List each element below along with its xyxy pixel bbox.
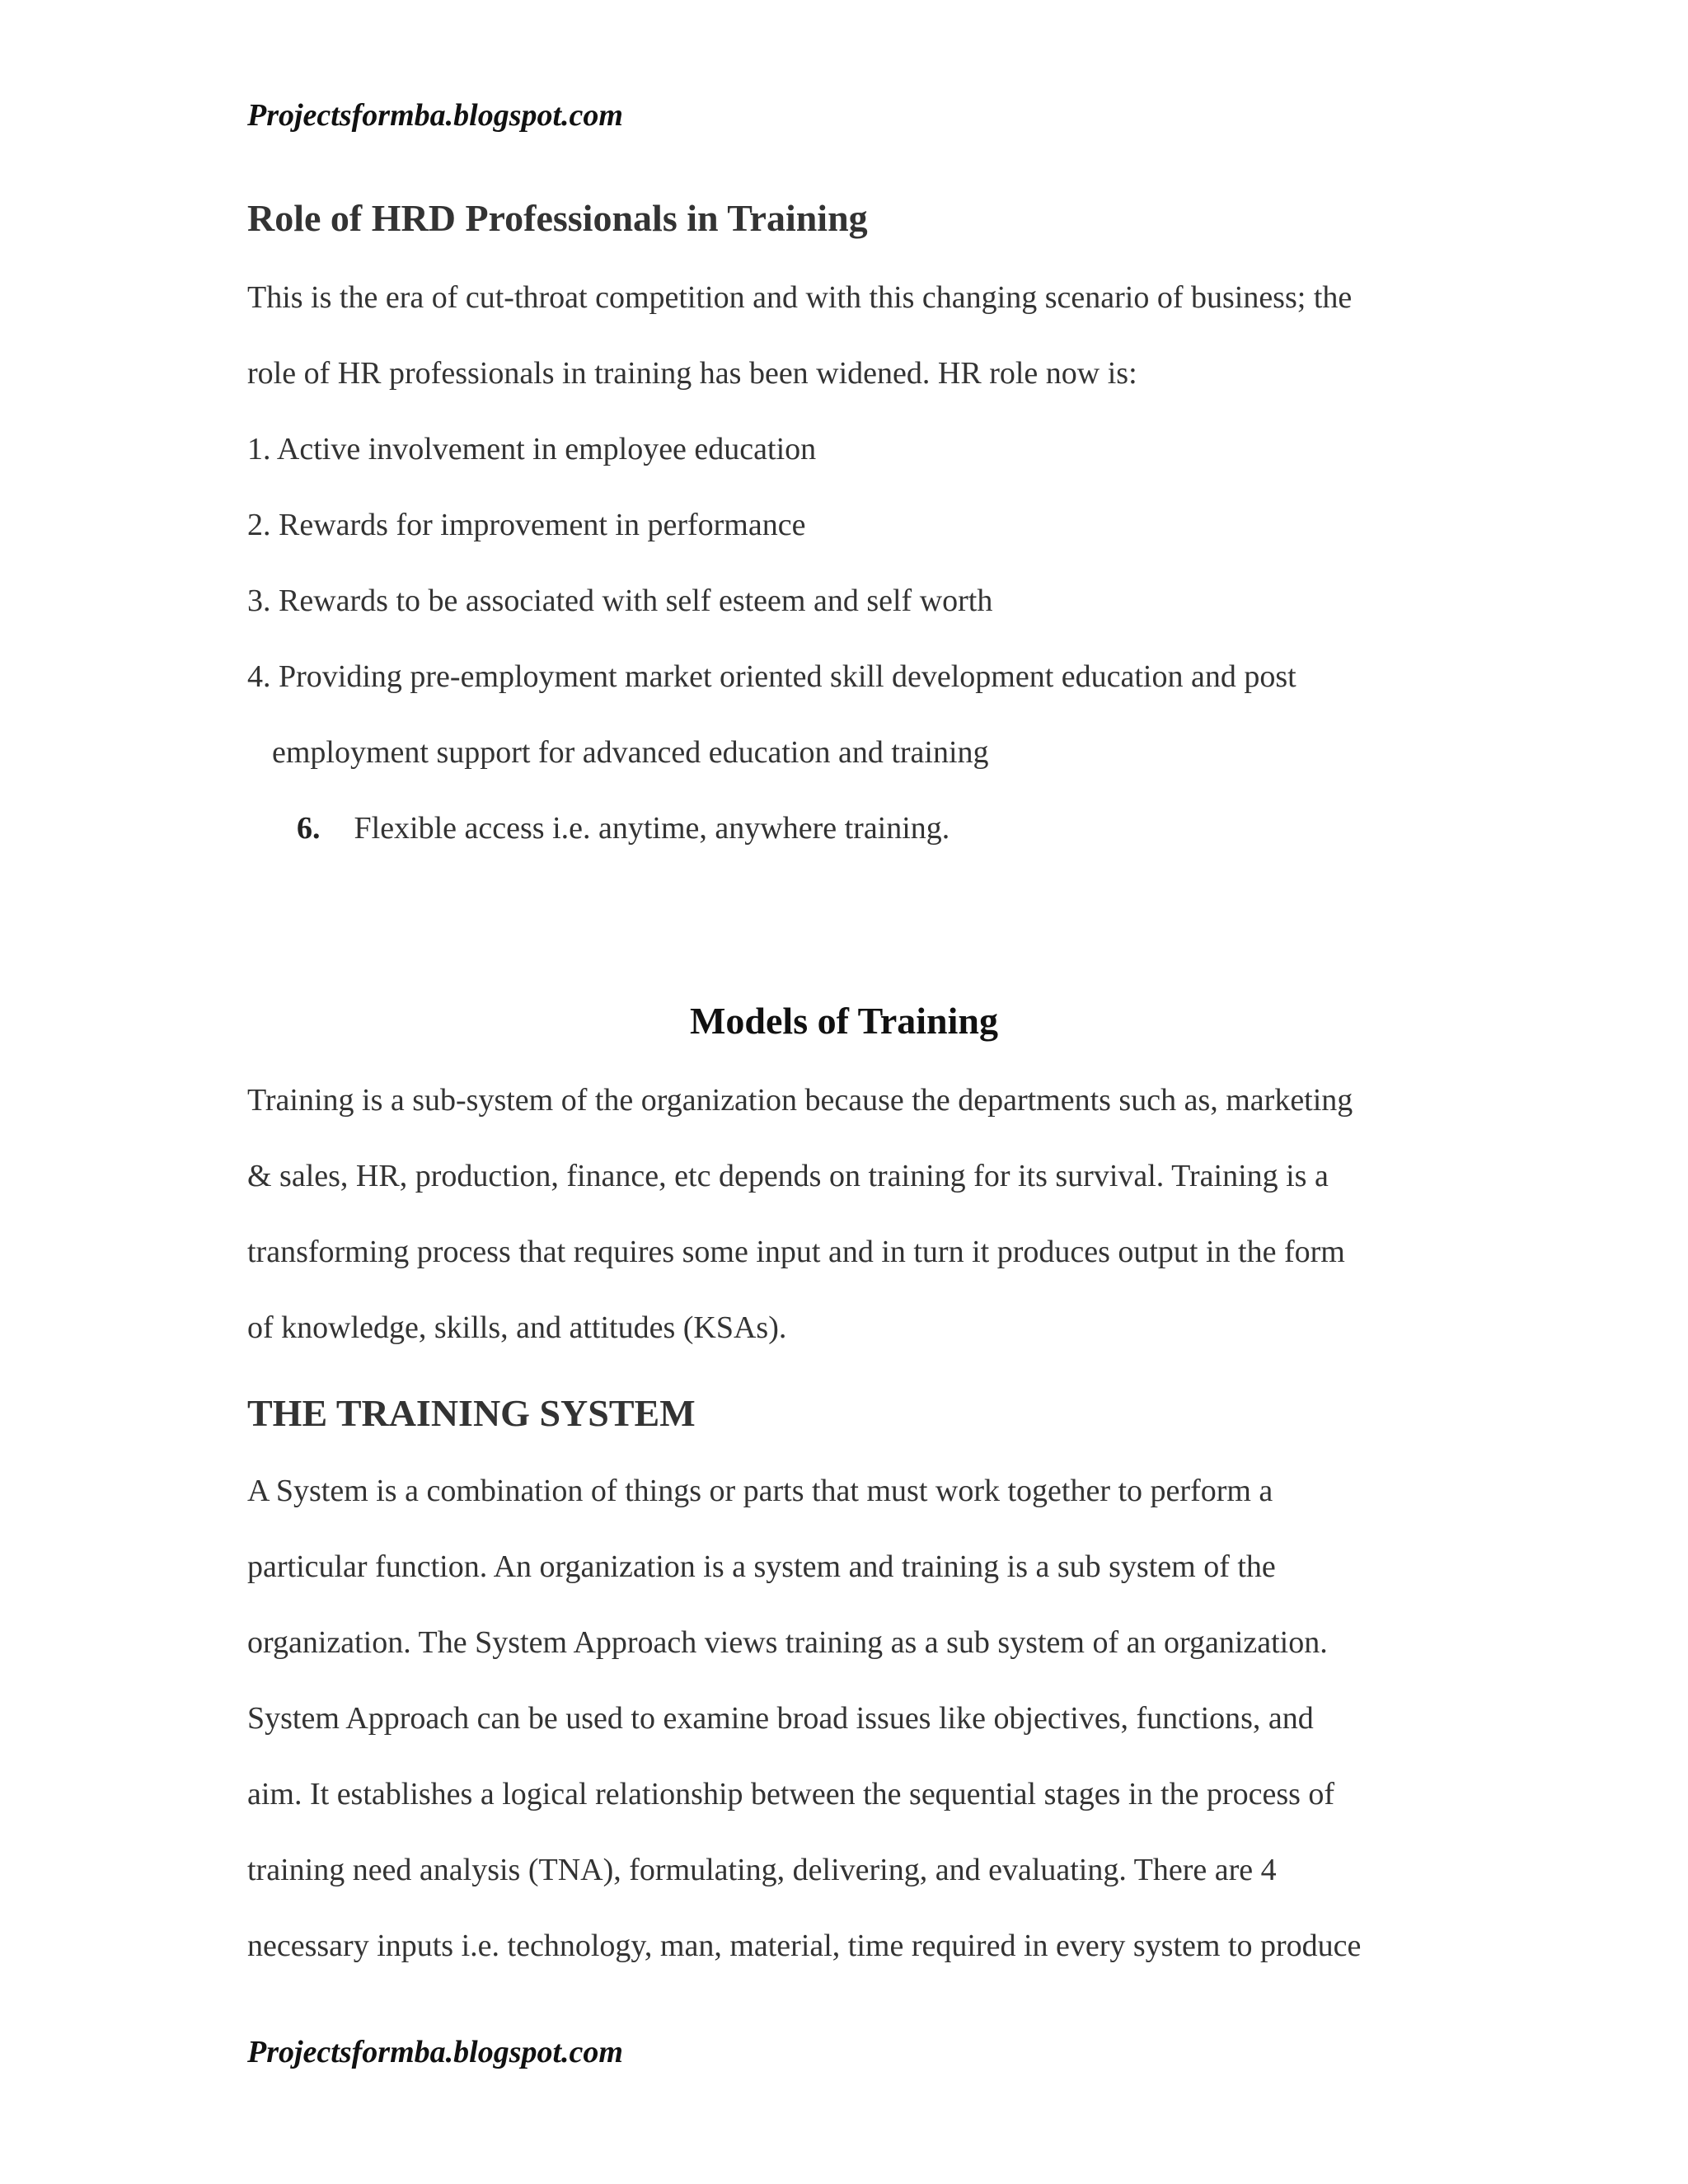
- paragraph-line: System Approach can be used to examine broad issues like objectives, functions, and: [247, 1701, 1314, 1736]
- paragraph-line: role of HR professionals in training has been widened. HR role now is:: [247, 356, 1137, 391]
- paragraph-line: transforming process that requires some input and in turn it produces output in the form: [247, 1235, 1345, 1269]
- list-item-6: [297, 809, 950, 847]
- page-footer: Projectsformba.blogspot.com: [247, 2035, 623, 2069]
- list-item-text: Flexible access i.e. anytime, anywhere training.: [354, 811, 950, 846]
- paragraph-line: This is the era of cut-throat competition and with this changing scenario of business; the: [247, 280, 1353, 315]
- paragraph-line: & sales, HR, production, finance, etc depends on training for its survival. Training is a: [247, 1159, 1329, 1193]
- paragraph-line: Training is a sub-system of the organization because the departments such as, marketing: [247, 1083, 1353, 1118]
- page-header: Projectsformba.blogspot.com: [247, 98, 623, 133]
- paragraph-line: A System is a combination of things or parts that must work together to perform a: [247, 1474, 1273, 1508]
- list-item: 2. Rewards for improvement in performance: [247, 508, 806, 542]
- list-item-continuation: employment support for advanced education and training: [272, 735, 989, 770]
- paragraph-line: particular function. An organization is a system and training is a sub system of the: [247, 1549, 1276, 1584]
- list-item: 3. Rewards to be associated with self esteem and self worth: [247, 583, 993, 618]
- section-title-models: Models of Training: [690, 1000, 998, 1042]
- list-item: 4. Providing pre-employment market oriented skill development education and post: [247, 659, 1296, 694]
- paragraph-line: necessary inputs i.e. technology, man, material, time required in every system to produce: [247, 1929, 1362, 1963]
- paragraph-line: organization. The System Approach views training as a sub system of an organization.: [247, 1625, 1328, 1660]
- list-item-number: 6.: [297, 811, 321, 846]
- list-item: 1. Active involvement in employee education: [247, 432, 817, 466]
- section-title-training-system: THE TRAINING SYSTEM: [247, 1392, 696, 1434]
- paragraph-line: aim. It establishes a logical relationship between the sequential stages in the process of: [247, 1777, 1335, 1811]
- paragraph-line: training need analysis (TNA), formulating, delivering, and evaluating. There are 4: [247, 1853, 1277, 1887]
- paragraph-line: of knowledge, skills, and attitudes (KSAs).: [247, 1310, 787, 1345]
- section-title-hrd-role: Role of HRD Professionals in Training: [247, 197, 868, 239]
